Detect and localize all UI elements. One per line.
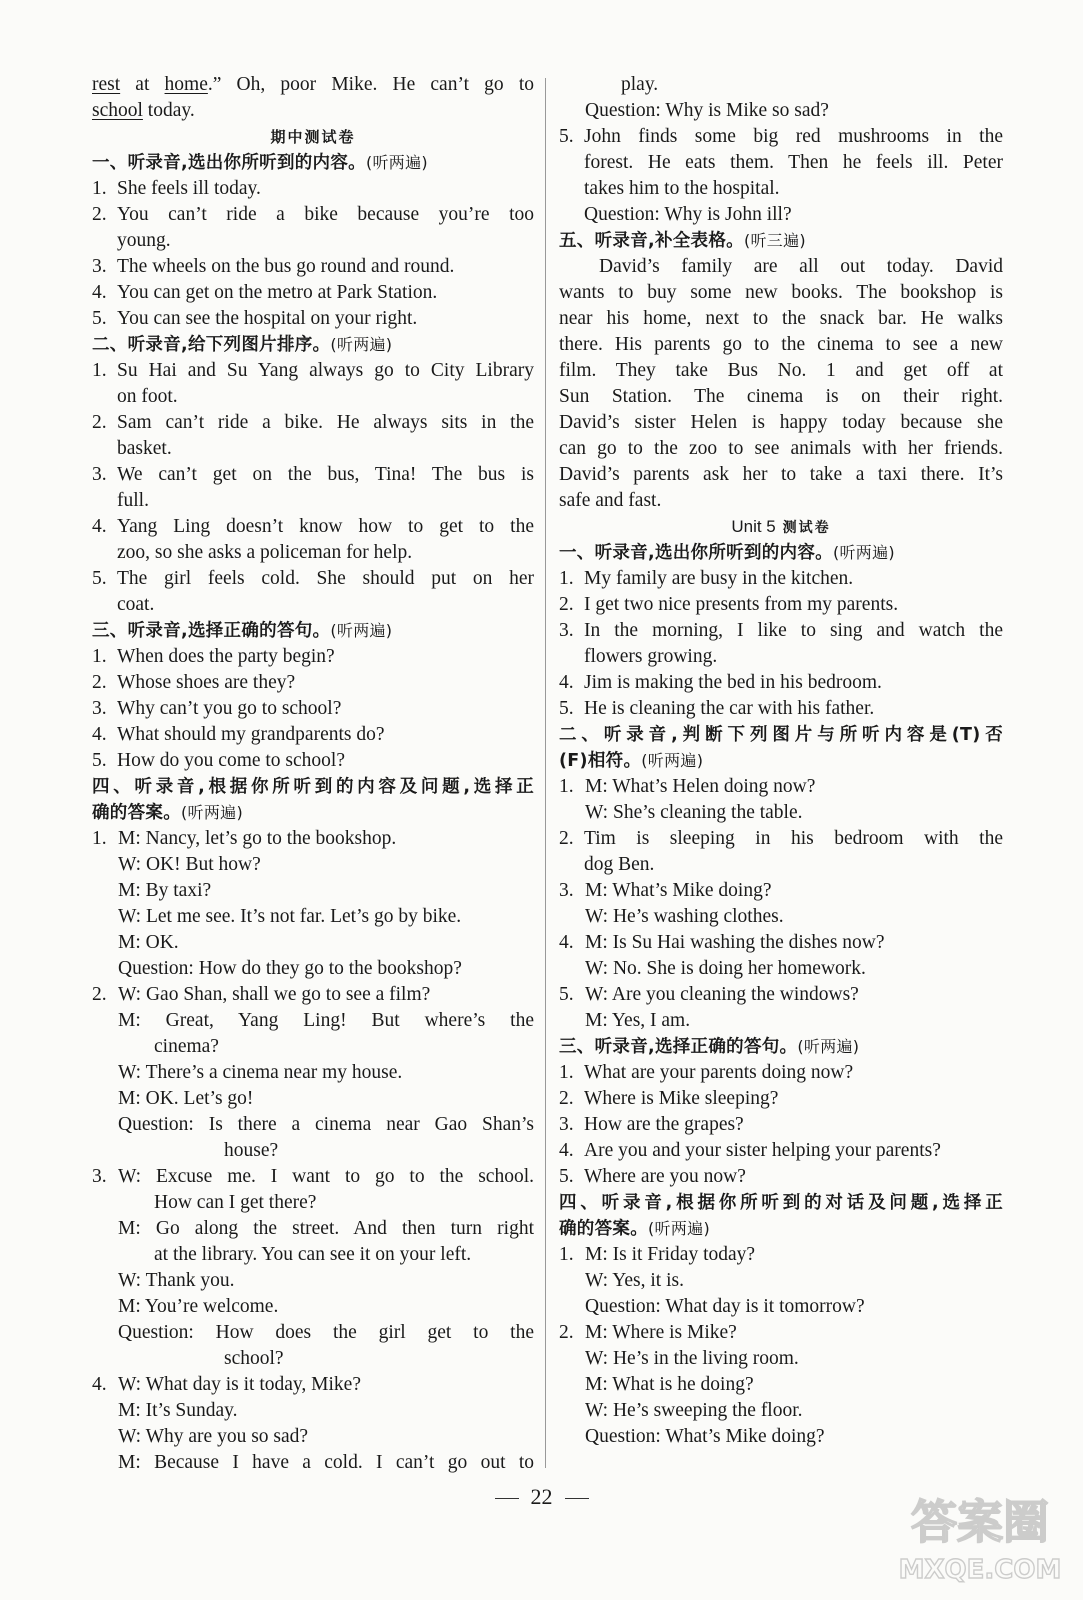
- list-item: 3. In the morning, I like to sing and watch the: [559, 620, 1003, 641]
- dialogue-line: W: He’s sweeping the floor.: [585, 1400, 803, 1421]
- dialogue-line: 4. M: Is Su Hai washing the dishes now?: [559, 932, 885, 953]
- paragraph-line: David’s parents ask her to take a taxi there. It’s: [559, 464, 1003, 485]
- dialogue-line: W: There’s a cinema near my house.: [118, 1062, 403, 1083]
- question-line: Question: How do they go to the bookshop?: [118, 958, 462, 979]
- dialogue-line: M: Great, Yang Ling! But where’s the: [118, 1010, 534, 1031]
- dialogue-line: M: OK. Let’s go!: [118, 1088, 254, 1109]
- list-item-cont: full.: [117, 490, 149, 511]
- list-item: 5. The girl feels cold. She should put on her: [92, 568, 534, 589]
- dialogue-line: W: Why are you so sad?: [118, 1426, 309, 1447]
- dialogue-line: W: Yes, it is.: [585, 1270, 684, 1291]
- section-heading: (F)相符。(听两遍): [559, 751, 704, 771]
- dialogue-line: 5. W: Are you cleaning the windows?: [559, 984, 859, 1005]
- list-item: 2. You can’t ride a bike because you’re too: [92, 204, 534, 225]
- question-line: Question: What day is it tomorrow?: [585, 1296, 865, 1317]
- dialogue-line: 1. M: Is it Friday today?: [559, 1244, 756, 1265]
- list-item: 2. Where is Mike sleeping?: [559, 1088, 779, 1109]
- list-item-cont: basket.: [117, 438, 172, 459]
- paragraph-line: can go to the zoo to see animals with her friends.: [559, 438, 1003, 459]
- list-item: 3. How are the grapes?: [559, 1114, 744, 1135]
- list-item: 1. My family are busy in the kitchen.: [559, 568, 854, 589]
- list-item: 1. She feels ill today.: [92, 178, 261, 199]
- dialogue-line: M: Because I have a cold. I can’t go out to: [118, 1452, 534, 1473]
- column-divider: [545, 78, 546, 1468]
- list-item-cont: on foot.: [117, 386, 178, 407]
- paragraph-line: film. They take Bus No. 1 and get off at: [559, 360, 1003, 381]
- dialogue-line: M: It’s Sunday.: [118, 1400, 238, 1421]
- list-item: 2. Sam can’t ride a bike. He always sits in the: [92, 412, 534, 433]
- dialogue-line: M: Go along the street. And then turn right: [118, 1218, 534, 1239]
- list-item: 1. Su Hai and Su Yang always go to City Library: [92, 360, 534, 381]
- list-item: 1. What are your parents doing now?: [559, 1062, 854, 1083]
- section-heading: 确的答案。(听两遍): [92, 803, 243, 823]
- paragraph-line: David’s sister Helen is happy today because she: [559, 412, 1003, 433]
- dialogue-line: M: OK.: [118, 932, 179, 953]
- question-line: Question: Why is John ill?: [584, 204, 792, 225]
- question-line-cont: house?: [224, 1140, 279, 1161]
- section-heading: 一、听录音,选出你所听到的内容。(听两遍): [92, 153, 428, 173]
- dialogue-line: W: He’s washing clothes.: [585, 906, 784, 927]
- dialogue-line: M: By taxi?: [118, 880, 212, 901]
- dialogue-line: W: OK! But how?: [118, 854, 261, 875]
- question-line: Question: What’s Mike doing?: [585, 1426, 825, 1447]
- dialogue-line: M: Yes, I am.: [585, 1010, 691, 1031]
- list-item: 5. He is cleaning the car with his father.: [559, 698, 875, 719]
- dialogue-line: W: She’s cleaning the table.: [585, 802, 803, 823]
- section-heading: 四、听录音,根据你所听到的内容及问题,选择正: [92, 777, 534, 797]
- section-heading: 三、听录音,选择正确的答句。(听两遍): [92, 621, 393, 641]
- list-item: 5. John finds some big red mushrooms in the: [559, 126, 1003, 147]
- question-line: Question: How does the girl get to the: [118, 1322, 534, 1343]
- list-item-cont: young.: [117, 230, 171, 251]
- dash-left: [495, 1498, 519, 1499]
- list-item: 3. We can’t get on the bus, Tina! The bus is: [92, 464, 534, 485]
- question-line: Question: Why is Mike so sad?: [585, 100, 829, 121]
- dialogue-line: 1. M: What’s Helen doing now?: [559, 776, 816, 797]
- dialogue-line: 2. W: Gao Shan, shall we go to see a film?: [92, 984, 431, 1005]
- section-heading: 确的答案。(听两遍): [559, 1219, 710, 1239]
- watermark-text-top: 答案圈: [911, 1495, 1049, 1549]
- dialogue-line-cont: cinema?: [154, 1036, 219, 1057]
- list-item: 4. Yang Ling doesn’t know how to get to the: [92, 516, 534, 537]
- dialogue-line: M: You’re welcome.: [118, 1296, 279, 1317]
- section-title: Unit 5 测试卷: [731, 517, 831, 536]
- watermark-text-bottom: MXQE.COM: [898, 1555, 1062, 1585]
- paragraph-line: Sun Station. The cinema is on their right.: [559, 386, 1003, 407]
- list-item: 3. The wheels on the bus go round and round.: [92, 256, 455, 277]
- dialogue-line: 3. M: What’s Mike doing?: [559, 880, 772, 901]
- left-column: [92, 72, 534, 1476]
- list-item: 5. How do you come to school?: [92, 750, 346, 771]
- list-item: 2. Tim is sleeping in his bedroom with the: [559, 828, 1003, 849]
- section-title: 期中测试卷: [270, 128, 356, 146]
- list-item: 2. I get two nice presents from my parents.: [559, 594, 899, 615]
- list-item-cont: forest. He eats them. Then he feels ill. Peter: [584, 152, 1003, 173]
- list-item-cont: flowers growing.: [584, 646, 718, 667]
- list-item-cont: zoo, so she asks a policeman for help.: [117, 542, 413, 563]
- paragraph-line: wants to buy some new books. The bookshop is: [559, 282, 1003, 303]
- list-item: 4. Jim is making the bed in his bedroom.: [559, 672, 882, 693]
- list-item: 1. When does the party begin?: [92, 646, 335, 667]
- watermark-logo: [895, 1480, 1065, 1590]
- dialogue-line: W: No. She is doing her homework.: [585, 958, 866, 979]
- list-item: 5. Where are you now?: [559, 1166, 746, 1187]
- paragraph-line: there. His parents go to the cinema to see a new: [559, 334, 1003, 355]
- dash-right: [565, 1498, 589, 1499]
- section-heading: 一、听录音,选出你所听到的内容。(听两遍): [559, 543, 895, 563]
- list-item: 4. Are you and your sister helping your parents?: [559, 1140, 941, 1161]
- paragraph-line: David’s family are all out today. David: [599, 256, 1003, 277]
- dialogue-line: 2. M: Where is Mike?: [559, 1322, 737, 1343]
- dialogue-line: 1. M: Nancy, let’s go to the bookshop.: [92, 828, 397, 849]
- question-line-cont: school?: [224, 1348, 284, 1369]
- paragraph-line: near his home, next to the snack bar. He walks: [559, 308, 1003, 329]
- list-item: 4. You can get on the metro at Park Station.: [92, 282, 438, 303]
- section-heading: 四、听录音,根据你所听到的对话及问题,选择正: [559, 1193, 1003, 1213]
- list-item: 4. What should my grandparents do?: [92, 724, 385, 745]
- section-heading: 二、听录音,判断下列图片与所听内容是(T)否: [559, 725, 1003, 745]
- dialogue-line: 3. W: Excuse me. I want to go to the school.: [92, 1166, 534, 1187]
- section-heading: 二、听录音,给下列图片排序。(听两遍): [92, 335, 393, 355]
- page-number: 22: [0, 1484, 1083, 1510]
- dialogue-line-cont: How can I get there?: [154, 1192, 317, 1213]
- list-item: 5. You can see the hospital on your right.: [92, 308, 418, 329]
- dialogue-line-cont: at the library. You can see it on your left.: [154, 1244, 472, 1265]
- section-heading: 五、听录音,补全表格。(听三遍): [559, 231, 806, 251]
- list-item-cont: coat.: [117, 594, 155, 615]
- list-item-cont: takes him to the hospital.: [584, 178, 780, 199]
- section-heading: 三、听录音,选择正确的答句。(听两遍): [559, 1037, 860, 1057]
- intro-line: rest at home.” Oh, poor Mike. He can’t go to: [92, 74, 534, 95]
- paragraph-line: safe and fast.: [559, 490, 662, 511]
- list-item: 3. Why can’t you go to school?: [92, 698, 342, 719]
- dialogue-line: W: He’s in the living room.: [585, 1348, 799, 1369]
- list-item-cont: dog Ben.: [584, 854, 655, 875]
- list-item: 2. Whose shoes are they?: [92, 672, 296, 693]
- dialogue-line-cont: play.: [621, 74, 659, 95]
- intro-line: school today.: [92, 100, 195, 121]
- dialogue-line: 4. W: What day is it today, Mike?: [92, 1374, 361, 1395]
- dialogue-line: M: What is he doing?: [585, 1374, 754, 1395]
- dialogue-line: W: Thank you.: [118, 1270, 235, 1291]
- question-line: Question: Is there a cinema near Gao Shan’s: [118, 1114, 534, 1135]
- dialogue-line: W: Let me see. It’s not far. Let’s go by bike.: [118, 906, 462, 927]
- right-column: [559, 72, 1003, 1450]
